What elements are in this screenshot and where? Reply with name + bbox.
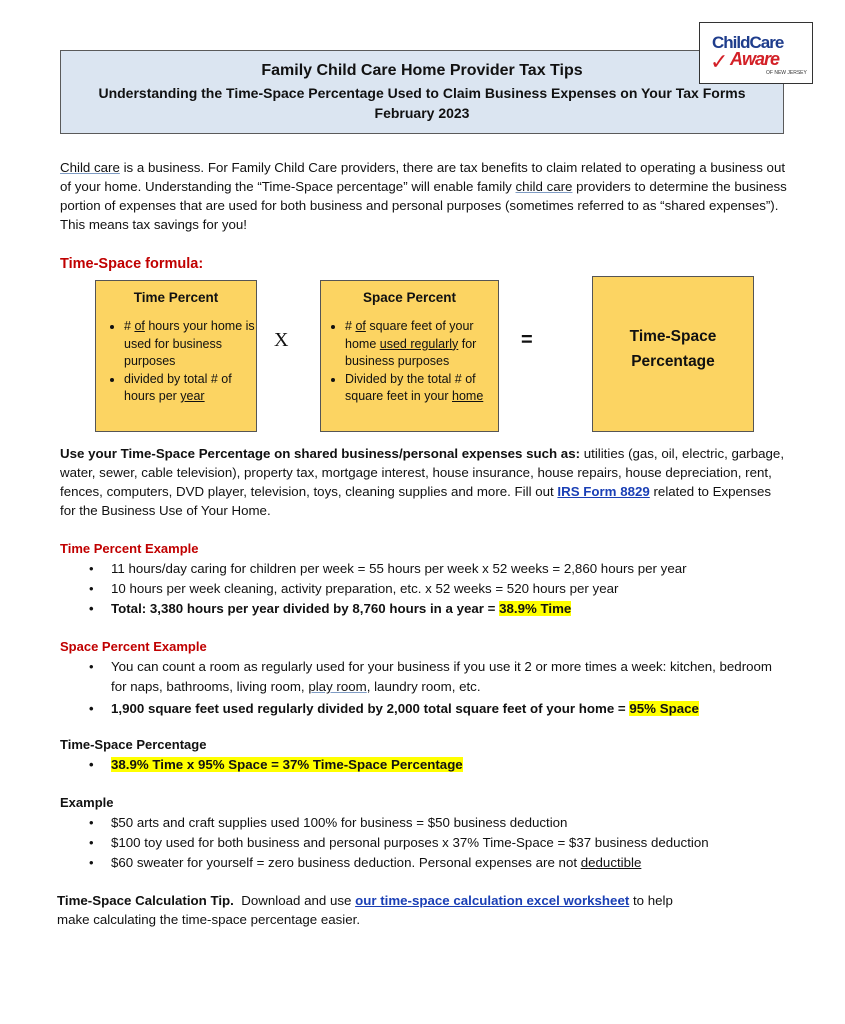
time-example-section [60, 559, 790, 619]
time-example-list [60, 559, 790, 619]
page-subtitle: Understanding the Time-Space Percentage Used to Claim Business Expenses on Your Tax Forms [98, 85, 746, 101]
space-example-heading: Space Percent Example [60, 639, 207, 654]
highlight-time-space: 38.9% Time x 95% Space = 37% Time-Space Percentage [111, 757, 463, 772]
list-item: • # of hours your home is used for business purposes [124, 318, 256, 371]
list-item: • 10 hours per week cleaning, activity preparation, etc. x 52 weeks = 520 hours per year [111, 579, 790, 599]
space-percent-title: Space Percent [362, 290, 457, 305]
time-percent-title: Time Percent [133, 290, 219, 305]
space-percent-list [321, 318, 498, 406]
ts-percentage-list [60, 755, 790, 775]
space-example-list [60, 657, 790, 719]
intro-text-1: is a business. For Family Child Care providers, there are tax benefits to claim related to operating a business out of your home. Understanding the “Time-Space percentage” will enable family [60, 160, 786, 194]
time-percent-list [96, 318, 256, 406]
intro-paragraph [60, 158, 790, 234]
intro-text-2: providers to determine the business portion of expenses that are used for both business and personal purposes (sometimes referred to as “shared expenses”). This means tax savings for you! [60, 179, 787, 232]
example-list [60, 813, 800, 873]
example-heading: Example [60, 795, 114, 810]
ts-percentage-heading: Time-Space Percentage [60, 737, 207, 752]
logo-text-aware: Aware [730, 49, 780, 69]
list-item: • You can count a room as regularly used for your business if you use it 2 or more times a week: kitchen, bedroom for naps, bathrooms, living room, play room, laundry room, etc. [111, 657, 790, 697]
ts-percentage-section [60, 755, 790, 775]
page-title: Family Child Care Home Provider Tax Tips [261, 62, 583, 79]
list-item: • $100 toy used for both business and personal purposes x 37% Time-Space = $37 business deduction [111, 833, 800, 853]
list-item: • $50 arts and craft supplies used 100% for business = $50 business deduction [111, 813, 800, 833]
tip-after: to help make calculating the time-space percentage easier. [57, 893, 673, 927]
use-paragraph [60, 444, 785, 520]
list-item [111, 755, 790, 775]
list-item: • divided by total # of hours per year [124, 371, 256, 406]
list-item: • 11 hours/day caring for children per week = 55 hours per week x 52 weeks = 2,860 hours per year [111, 559, 790, 579]
multiply-operator: X [274, 329, 289, 351]
time-percent-box [95, 280, 257, 432]
result-line-2: Percentage [631, 353, 715, 370]
worksheet-link[interactable]: our time-space calculation excel worksheet [355, 893, 630, 908]
list-item: • Divided by the total # of square feet in your home [345, 371, 498, 406]
irs-form-8829-link[interactable]: IRS Form 8829 [557, 484, 650, 499]
result-line-1: Time-Space [629, 328, 717, 345]
use-after: related to Expenses for the Business Use of Your Home. [60, 484, 772, 518]
space-percent-box [320, 280, 499, 432]
check-mark-icon: ✓ [710, 49, 729, 74]
tip-text: Download and use [233, 893, 356, 908]
equals-operator: = [521, 329, 533, 351]
intro-term-child-care: Child care [60, 160, 120, 175]
list-item: • # of square feet of your home used regularly for business purposes [345, 318, 498, 371]
space-example-section [60, 657, 790, 719]
list-item: • 1,900 square feet used regularly divided by 2,000 total square feet of your home = 95% Space [111, 699, 790, 719]
formula-heading: Time-Space formula: [60, 256, 204, 272]
time-example-heading: Time Percent Example [60, 541, 199, 556]
list-item: • $60 sweater for yourself = zero business deduction. Personal expenses are not deductible [111, 853, 800, 873]
tip-paragraph [57, 891, 677, 929]
header-box [60, 50, 784, 134]
time-space-result-box [592, 276, 754, 432]
list-item: • Total: 3,380 hours per year divided by 8,760 hours in a year = 38.9% Time [111, 599, 790, 619]
use-text: utilities (gas, oil, electric, garbage, water, sewer, cable television), property tax, mortgage interest, house insurance, house repairs, house depreciation, rent, fences, computers, DVD player, television, toys, cleaning supplies and more. Fill out [60, 446, 785, 499]
use-lead: Use your Time-Space Percentage on shared business/personal expenses such as: [60, 446, 581, 461]
example-section [60, 813, 800, 873]
childcare-aware-logo [699, 22, 813, 84]
highlight-time: 38.9% Time [499, 601, 572, 616]
logo-text-childcare: ChildCare [712, 33, 784, 52]
tip-lead: Time-Space Calculation Tip. [57, 893, 234, 908]
page-date: February 2023 [374, 105, 470, 121]
intro-term-child-care-2: child care [515, 179, 573, 194]
logo-text-state: OF NEW JERSEY [766, 70, 807, 76]
highlight-space: 95% Space [629, 701, 699, 716]
